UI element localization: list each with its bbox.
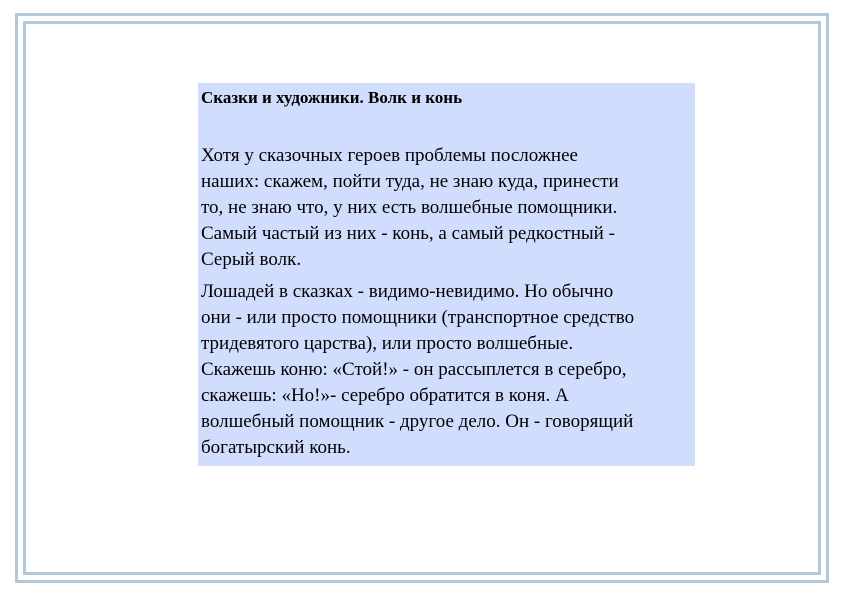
- paragraph-line: тридевятого царства), или просто волшебные.: [201, 333, 574, 354]
- paragraph-1: [201, 143, 695, 273]
- paragraph-line: богатырский конь.: [201, 437, 351, 458]
- paragraph-line: волшебный помощник - другое дело. Он - говорящий: [201, 411, 634, 432]
- paragraph-2: [201, 279, 695, 461]
- paragraph-line: скажешь: «Но!»- серебро обратится в коня. А: [201, 385, 569, 406]
- paragraph-line: Скажешь коню: «Стой!» - он рассыплется в серебро,: [201, 359, 627, 380]
- paragraph-line: Самый частый из них - конь, а самый редкостный -: [201, 223, 615, 244]
- slide-title: Сказки и художники. Волк и конь: [201, 88, 463, 107]
- paragraph-line: наших: скажем, пойти туда, не знаю куда, принести: [201, 171, 619, 192]
- paragraph-line: они - или просто помощники (транспортное средство: [201, 307, 635, 328]
- paragraph-line: Хотя у сказочных героев проблемы посложнее: [201, 145, 578, 166]
- paragraph-line: Лошадей в сказках - видимо-невидимо. Но обычно: [201, 281, 614, 302]
- text-block: [198, 83, 695, 466]
- paragraph-line: то, не знаю что, у них есть волшебные помощники.: [201, 197, 618, 218]
- paragraph-line: Серый волк.: [201, 249, 302, 270]
